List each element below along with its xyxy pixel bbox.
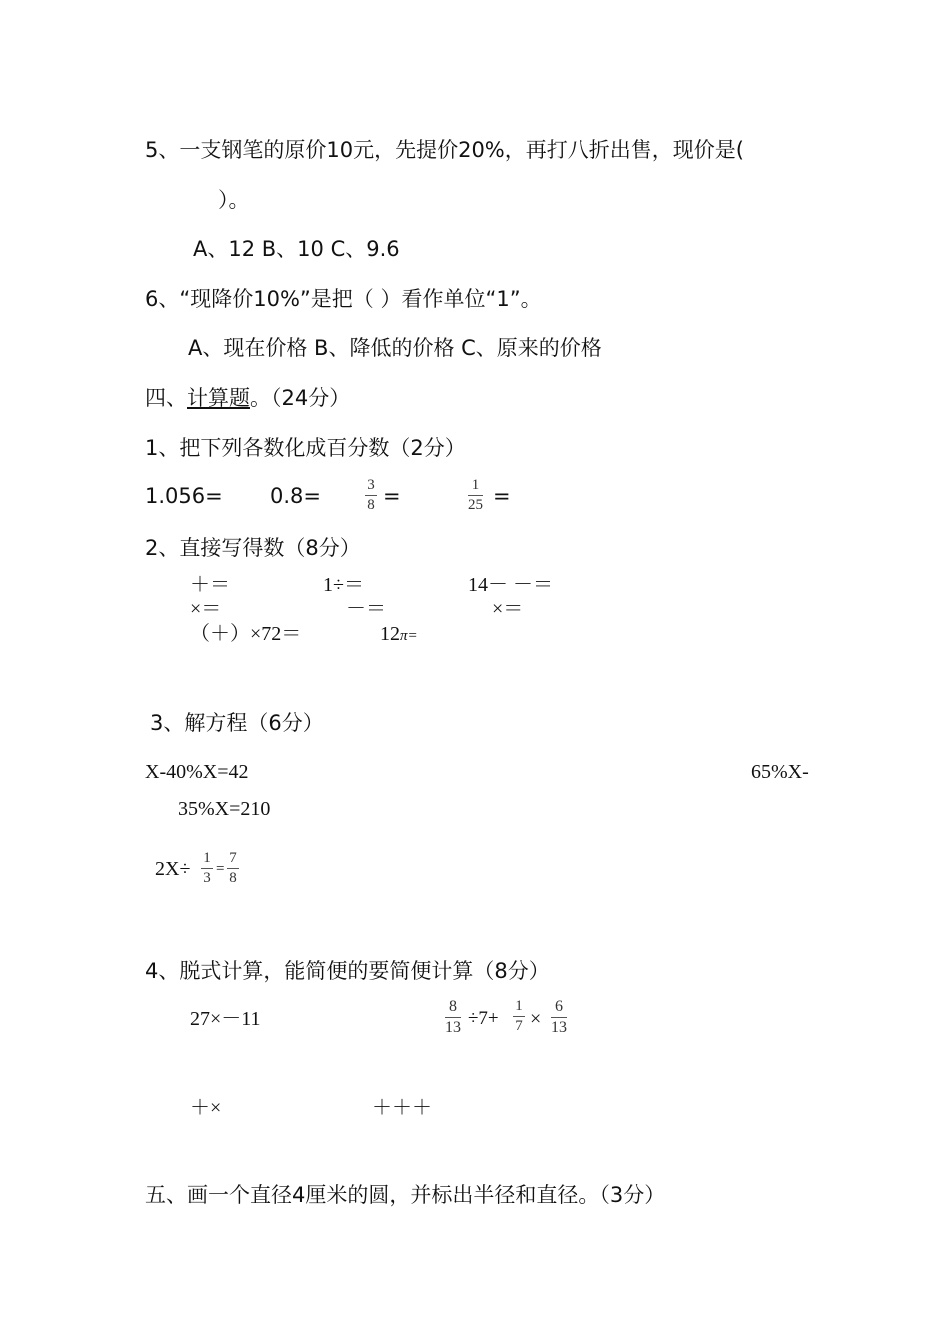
sub4-expr-2-fraction-1 (445, 999, 461, 1036)
sub1-item-a: 1.056= (145, 484, 223, 508)
fraction-bar (513, 1016, 525, 1017)
section-5-heading: 五、画一个直径4厘米的圆，并标出半径和直径。（3分） (145, 1183, 666, 1207)
sub3-title: 3、解方程（6分） (150, 711, 324, 735)
sub2-r3b-pi: π= (400, 628, 418, 644)
fraction-numerator: 7 (229, 850, 237, 866)
sub4-expr-2-fraction-2 (513, 999, 525, 1034)
sub1-item-d-eq: = (493, 484, 511, 508)
sub4-title: 4、脱式计算，能简便的要简便计算（8分） (145, 959, 550, 983)
section-4-underlined: 计算题 (187, 386, 250, 410)
sub1-item-b: 0.8= (270, 484, 321, 508)
fraction-bar (468, 495, 483, 496)
fraction-numerator: 1 (203, 850, 211, 866)
q5-options: A、12 B、10 C、9.6 (193, 237, 400, 261)
fraction-denominator: 3 (203, 870, 211, 886)
sub2-r2c: ×＝ (492, 598, 524, 620)
fraction-bar (551, 1017, 567, 1018)
sub3-eq2-part1: 65%X- (751, 761, 809, 783)
fraction-bar (365, 495, 377, 496)
fraction-denominator: 25 (468, 497, 483, 513)
sub3-eq2-part2: 35%X=210 (178, 798, 271, 820)
fraction-denominator: 8 (367, 497, 375, 513)
sub1-fraction-d (468, 478, 483, 513)
fraction-denominator: 13 (551, 1019, 567, 1036)
sub1-title: 1、把下列各数化成百分数（2分） (145, 436, 466, 460)
fraction-bar (201, 868, 213, 869)
fraction-denominator: 7 (515, 1018, 523, 1034)
q5-stem: 5、一支钢笔的原价10元，先提价20%，再打八折出售，现价是( (145, 138, 744, 162)
sub2-r3b-number: 12 (380, 623, 400, 645)
sub2-r3a: （＋）×72＝ (190, 623, 302, 645)
sub1-fraction-c (365, 478, 377, 513)
sub2-title: 2、直接写得数（8分） (145, 536, 361, 560)
sub2-r3b (380, 621, 418, 649)
sub4-expr-1: 27×－11 (190, 1008, 261, 1030)
sub4-expr-4: ＋＋＋ (372, 1097, 432, 1119)
sub2-r1a: ＋＝ (190, 574, 230, 596)
q5-stem-cont: ）。 (218, 188, 250, 212)
sub4-expr-2-op-2: × (530, 1008, 542, 1030)
sub4-expr-3: ＋× (190, 1097, 222, 1119)
fraction-bar (227, 868, 239, 869)
fraction-denominator: 8 (229, 870, 237, 886)
sub2-r2a: ×＝ (190, 598, 222, 620)
q6-options: A、现在价格 B、降低的价格 C、原来的价格 (188, 336, 602, 360)
fraction-numerator: 1 (471, 477, 480, 493)
sub3-eq3-equals: = (216, 861, 225, 877)
sub3-eq3-fraction-2 (227, 851, 239, 886)
sub2-r1b: 1÷＝ (323, 574, 364, 596)
sub3-eq1: X-40%X=42 (145, 761, 249, 783)
sub2-r2b: －＝ (346, 598, 386, 620)
section-4-suffix: 。（24分） (250, 386, 351, 410)
fraction-bar (445, 1017, 461, 1018)
sub4-expr-2-fraction-3 (551, 999, 567, 1036)
fraction-numerator: 6 (555, 998, 563, 1015)
q6-stem: 6、“现降价10%”是把（ ）看作单位“1”。 (145, 287, 542, 311)
fraction-numerator: 3 (367, 477, 375, 493)
section-4-prefix: 四、 (145, 386, 187, 410)
sub1-item-c-eq: = (383, 484, 401, 508)
fraction-denominator: 13 (445, 1019, 461, 1036)
section-4-heading (145, 385, 350, 411)
sub3-eq3-prefix: 2X÷ (155, 858, 191, 880)
fraction-numerator: 1 (515, 998, 523, 1014)
sub3-eq3-fraction-1 (201, 851, 213, 886)
sub4-expr-2-op-1: ÷7+ (468, 1008, 499, 1029)
fraction-numerator: 8 (449, 998, 457, 1015)
sub2-r1c: 14－ －＝ (468, 574, 553, 596)
